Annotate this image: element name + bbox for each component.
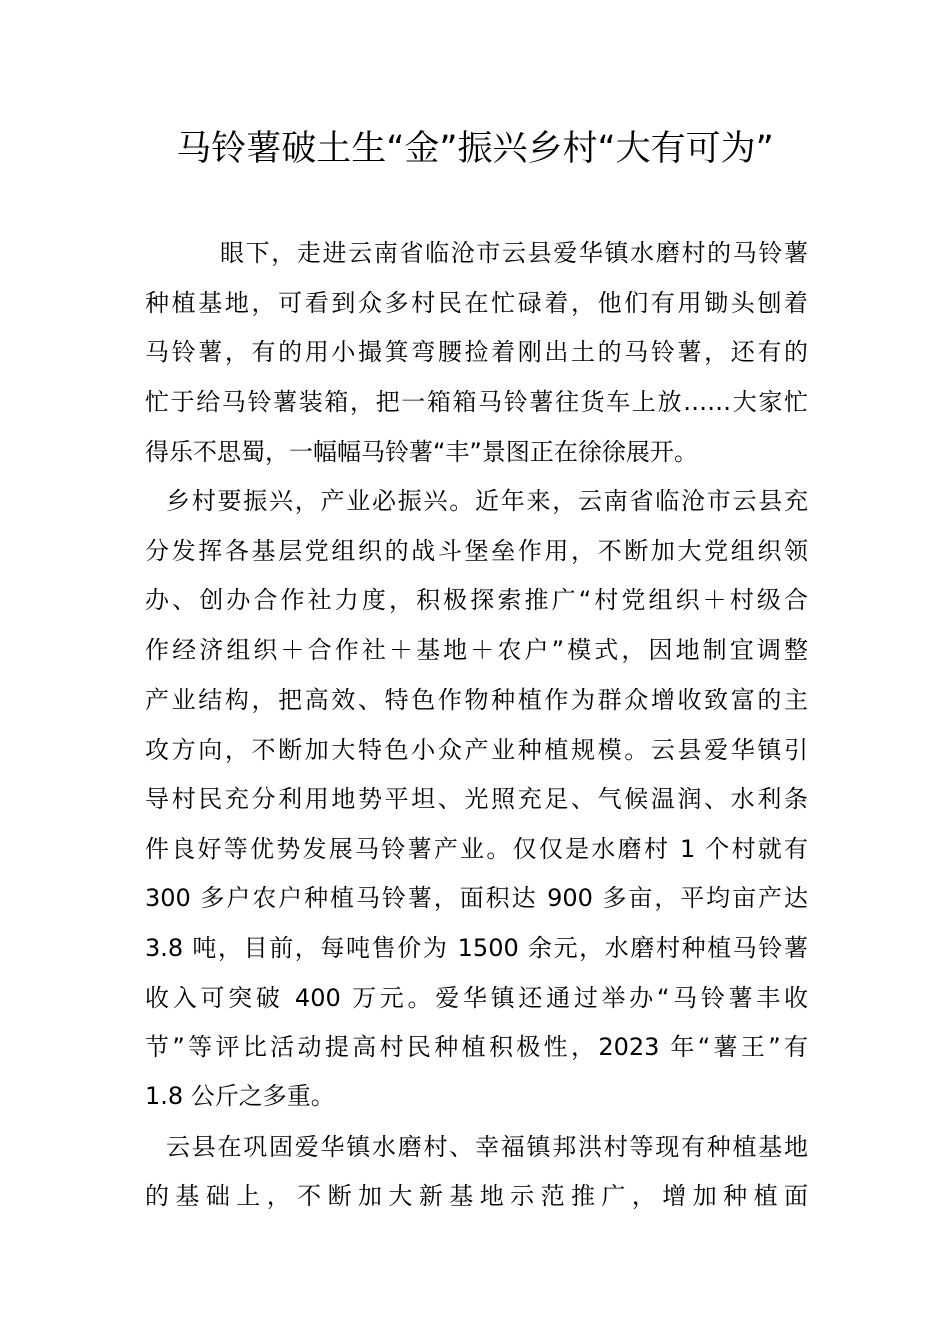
- body-line: 收入可突破 400 万元。爱华镇还通过举办“马铃薯丰收: [145, 984, 808, 1012]
- body-line: 分发挥各基层党组织的战斗堡垒作用，不断加大党组织领: [145, 537, 808, 565]
- body-line: 件良好等优势发展马铃薯产业。仅仅是水磨村 1 个村就有: [145, 835, 808, 863]
- body-line: 产业结构，把高效、特色作物种植作为群众增收致富的主: [145, 686, 808, 714]
- body-line: 种植基地，可看到众多村民在忙碌着，他们有用锄头刨着: [145, 289, 808, 317]
- body-line: 办、创办合作社力度，积极探索推广“村党组织＋村级合: [145, 586, 808, 614]
- body-line: 节”等评比活动提高村民种植积极性，2023 年“薯王”有: [145, 1033, 808, 1061]
- body-line: 300 多户农户种植马铃薯，面积达 900 多亩，平均亩产达: [145, 884, 808, 912]
- body-line: 1.8 公斤之多重。: [145, 1082, 335, 1110]
- body-line: 作经济组织＋合作社＋基地＋农户”模式，因地制宜调整: [145, 636, 808, 664]
- body-line: 乡村要振兴，产业必振兴。近年来，云南省临沧市云县充: [166, 487, 808, 515]
- body-line: 眼下，走进云南省临沧市云县爱华镇水磨村的马铃薯: [220, 239, 808, 267]
- body-line: 的基础上，不断加大新基地示范推广，增加种植面: [145, 1182, 808, 1210]
- body-line: 3.8 吨，目前，每吨售价为 1500 余元，水磨村种植马铃薯: [145, 934, 808, 962]
- body-line: 攻方向，不断加大特色小众产业种植规模。云县爱华镇引: [145, 736, 808, 764]
- body-line: 云县在巩固爱华镇水磨村、幸福镇邦洪村等现有种植基地: [166, 1133, 808, 1161]
- article-title: 马铃薯破土生“金”振兴乡村“大有可为”: [176, 129, 774, 169]
- body-line: 得乐不思蜀，一幅幅马铃薯“丰”景图正在徐徐展开。: [145, 438, 698, 466]
- body-line: 忙于给马铃薯装箱，把一箱箱马铃薯往货车上放……大家忙: [145, 388, 808, 416]
- body-line: 马铃薯，有的用小撮箕弯腰捡着刚出土的马铃薯，还有的: [145, 338, 808, 366]
- body-line: 导村民充分利用地势平坦、光照充足、气候温润、水利条: [145, 785, 808, 813]
